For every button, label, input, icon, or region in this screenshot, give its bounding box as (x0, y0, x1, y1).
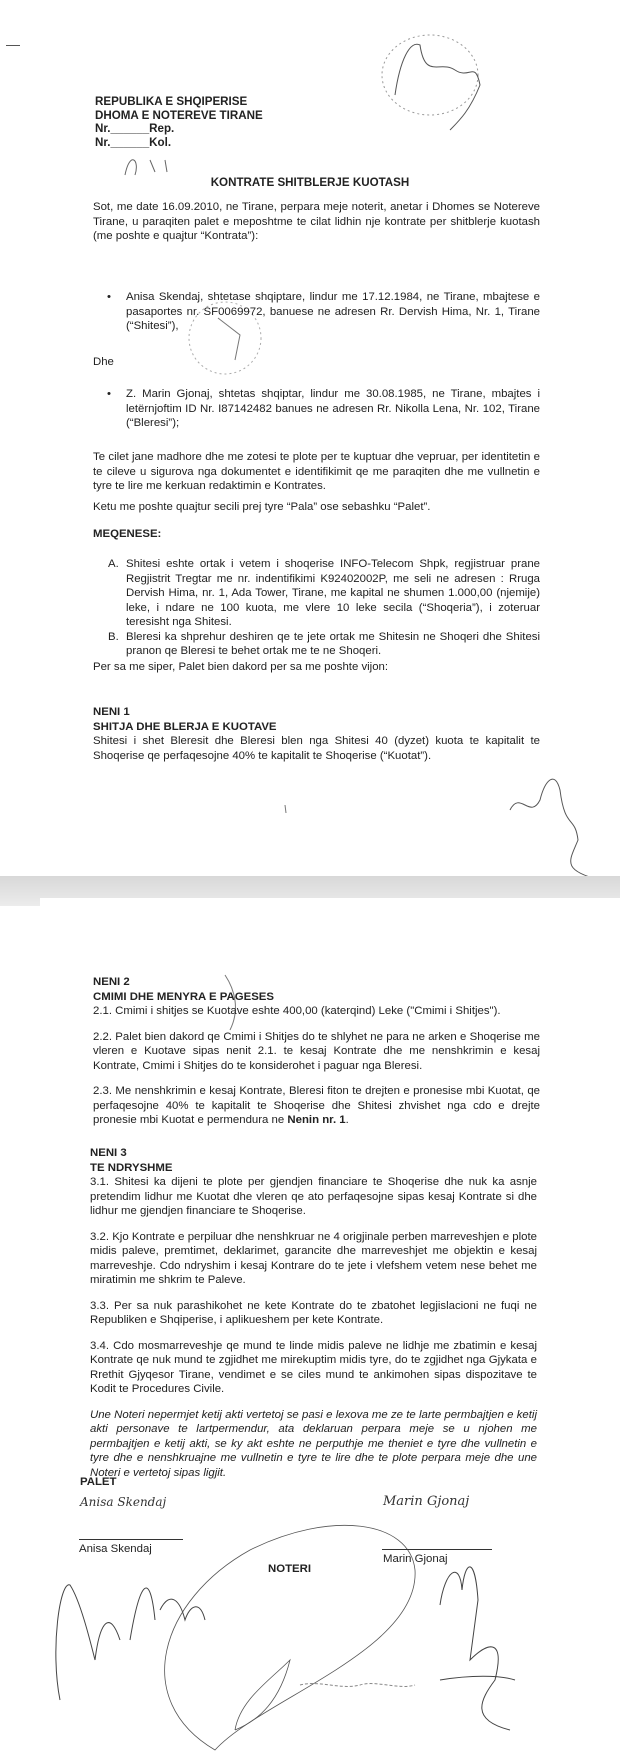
agreement-paragraph: Per sa me siper, Palet bien dakord per sa me poshte vijon: (93, 661, 389, 673)
article-2 (93, 975, 540, 1128)
article-2-number: NENI 2 (93, 976, 130, 988)
whereas-mark: B. (108, 630, 119, 643)
buyer-name: Marin Gjonaj (383, 1553, 448, 1565)
article-1-number: NENI 1 (93, 706, 130, 718)
article-2-paragraph-1: 2.1. Cmimi i shitjes se Kuotave eshte 400,00 (katerqind) Leke ("Cmimi i Shitjes"). (93, 1005, 501, 1017)
article-3-paragraph-4: 3.4. Cdo mosmarreveshje qe mund te linde midis paleve ne lidhje me zbatimin e kesaj Kontrate qe nuk mund te zgjidhet me mirekuptim midis tyre, do te zgjidhet nga Gjykata e Rrethit Gjyqesor Tirane, vendimet e se ciles mund te ankimohen sipas dispozitave te Kodit te Procedures Civile. (90, 1339, 537, 1395)
article-3-paragraph-3: 3.3. Per sa nuk parashikohet ne kete Kontrate do te zbatohet legjislacioni ne fuqi ne Republiken e Shqiperise, i aplikueshem per kete Kontrate. (90, 1299, 537, 1326)
notary-statement: Une Noteri nepermjet ketij akti vertetoj se pasi e lexova me ze te larte permbajtjen e ketij akti personave te lartpermendur, ata deklaruan perpara meje se u njohen me permbajtjen e ketij akti, se ky akt eshte ne perputhje me theniet e tyre dhe vullnetin e tyre dhe e nenshkruajne me vullnetin e tyre te lire dhe te plote perpara meje dhe une Noteri e vertetoj sipas ligjit. (90, 1408, 537, 1479)
article-2-title: CMIMI DHE MENYRA E PAGESES (93, 990, 275, 1003)
seller-signature: Anisa Skendaj (80, 1495, 167, 1509)
article-3-paragraph-2: 3.2. Kjo Kontrate e perpiluar dhe nenshkruar ne 4 origjinale perben marreveshjen e plote midis paleve, premtimet, deklarimet, garancite dhe marreveshjet me objektin e kesaj marreveshje. Cdo ndryshim i kesaj Kontrare do te jete i vlefshem vetem nese behet me miratimin me shkrim te Paleve. (90, 1230, 537, 1286)
article-3-number: NENI 3 (90, 1147, 127, 1159)
parties-heading: PALET (80, 1476, 117, 1488)
header-rep-number: Nr.______Rep. (95, 122, 175, 135)
notary-label: NOTERI (268, 1563, 312, 1575)
article-2-paragraph-2: 2.2. Palet bien dakord qe Cmimi i Shitjes do te shlyhet ne para ne arken e Shoqerise me vleren e Kuotave sipas nenit 2.1. te kesaj Kontrate dhe me nenshkrimin e kesaj Kontrate, Cmimi i Shitjes do te konsiderohet i paguar nga Bleresi. (93, 1030, 540, 1072)
whereas-mark: A. (108, 558, 119, 570)
capacity-paragraph: Te cilet jane madhore dhe me zotesi te plote per te kuptuar dhe vepruar, per identitetin e te cileve u sigurova nga dokumentet e identifikimit qe me paraqiten dhe me vullnetin e tyre te lire me kerkuan redaktimin e Kontrates. (93, 451, 540, 492)
and-label: Dhe (93, 356, 114, 368)
whereas-text: Shitesi eshte ortak i vetem i shoqerise INFO-Telecom Shpk, regjistruar prane Regjistrit Tregtar me nr. indentifikimi K92402002P, me seli ne adresen : Rruga Dervish Hima, nr. 1, Ada Tower, Tirane, me kapital ne shumen 1.000,00 (njemije) leke, i ndare ne 100 kuota, me vlere 10 leke secila (“Shoqeria”), i zoteruar teresisht nga Shitesi. (126, 558, 540, 628)
document-title: KONTRATE SHITBLERJE KUOTASH (210, 176, 410, 189)
article-2-paragraph-3-text: 2.3. Me nenshkrimin e kesaj Kontrate, Bleresi fiton te drejten e pronesise mbi Kuotat, qe perfaqesojne 40% te kapitalit te Shoqerise dhe Shitesi zhvishet nga cdo e drejte pronesie mbi Kuotat e permendura ne (93, 1085, 540, 1126)
seller-name: Anisa Skendaj (79, 1543, 152, 1555)
header-chamber: DHOMA E NOTEREVE TIRANE (95, 108, 263, 122)
whereas-text: Bleresi ka shprehur deshiren qe te jete ortak me Shitesin ne Shoqeri dhe Shitesi pranon qe Bleresi te behet ortak me te ne Shoqeri. (126, 630, 540, 657)
article-3-title: TE NDRYSHME (90, 1161, 173, 1174)
article-1-text: Shitesi i shet Bleresit dhe Bleresi blen nga Shitesi 40 (dyzet) kuota te kapitalit te Shoqerise qe perfaqesojne 40% te kapitalit te Shoqerise (“Kuotat”). (93, 735, 540, 762)
intro-paragraph: Sot, me date 16.09.2010, ne Tirane, perpara meje noterit, anetar i Dhomes se Notereve Tirane, u paraqiten palet e meposhtme te cilat lidhin nje kontrate per shitblerje kuotash (me poshte e quajtur “Kontrata”): (93, 201, 540, 242)
buyer-signature: Marin Gjonaj (383, 1494, 470, 1509)
article-1-title: SHITJA DHE BLERJA E KUOTAVE (93, 720, 277, 733)
article-2-paragraph-3-end: . (345, 1114, 349, 1126)
naming-paragraph: Ketu me poshte quajtur secili prej tyre “Pala” ose sebashku “Palet”. (93, 501, 431, 513)
seller-signature-line (79, 1539, 183, 1540)
article-3 (90, 1146, 537, 1480)
header-kol-number: Nr.______Kol. (95, 135, 172, 149)
party-1-text: • Anisa Skendaj, shtetase shqiptare, lindur me 17.12.1984, ne Tirane, mbajtese e pasaportes nr. SF0069972, banuese ne adresen Rr. Dervish Hima, Nr. 1, Tirane (“Shitesi”), (93, 290, 540, 334)
party-2-text: • Z. Marin Gjonaj, shtetas shqiptar, lindur me 30.08.1985, ne Tirane, mbajtes i letërnjoftim ID Nr. I87142482 banues ne adresen Rr. Nikolla Lena, Nr. 102, Tirane (“Bleresi”); (93, 387, 540, 431)
header-republic: REPUBLIKA E SHQIPERISE (95, 95, 248, 108)
article-3-paragraph-1: 3.1. Shitesi ka dijeni te plote per gjendjen financiare te Shoqerise dhe nuk ka asnje pretendim lidhur me Kuotat dhe vleren qe ato perfaqesojne sipas kesaj Kontrate si dhe lidhur me gjendjen financiare te Shoqerise. (90, 1176, 537, 1217)
buyer-signature-line (382, 1549, 492, 1550)
article-2-paragraph-3 (93, 1084, 540, 1128)
article-reference: Nenin nr. 1 (287, 1114, 346, 1126)
whereas-heading: MEQENESE: (93, 528, 162, 540)
